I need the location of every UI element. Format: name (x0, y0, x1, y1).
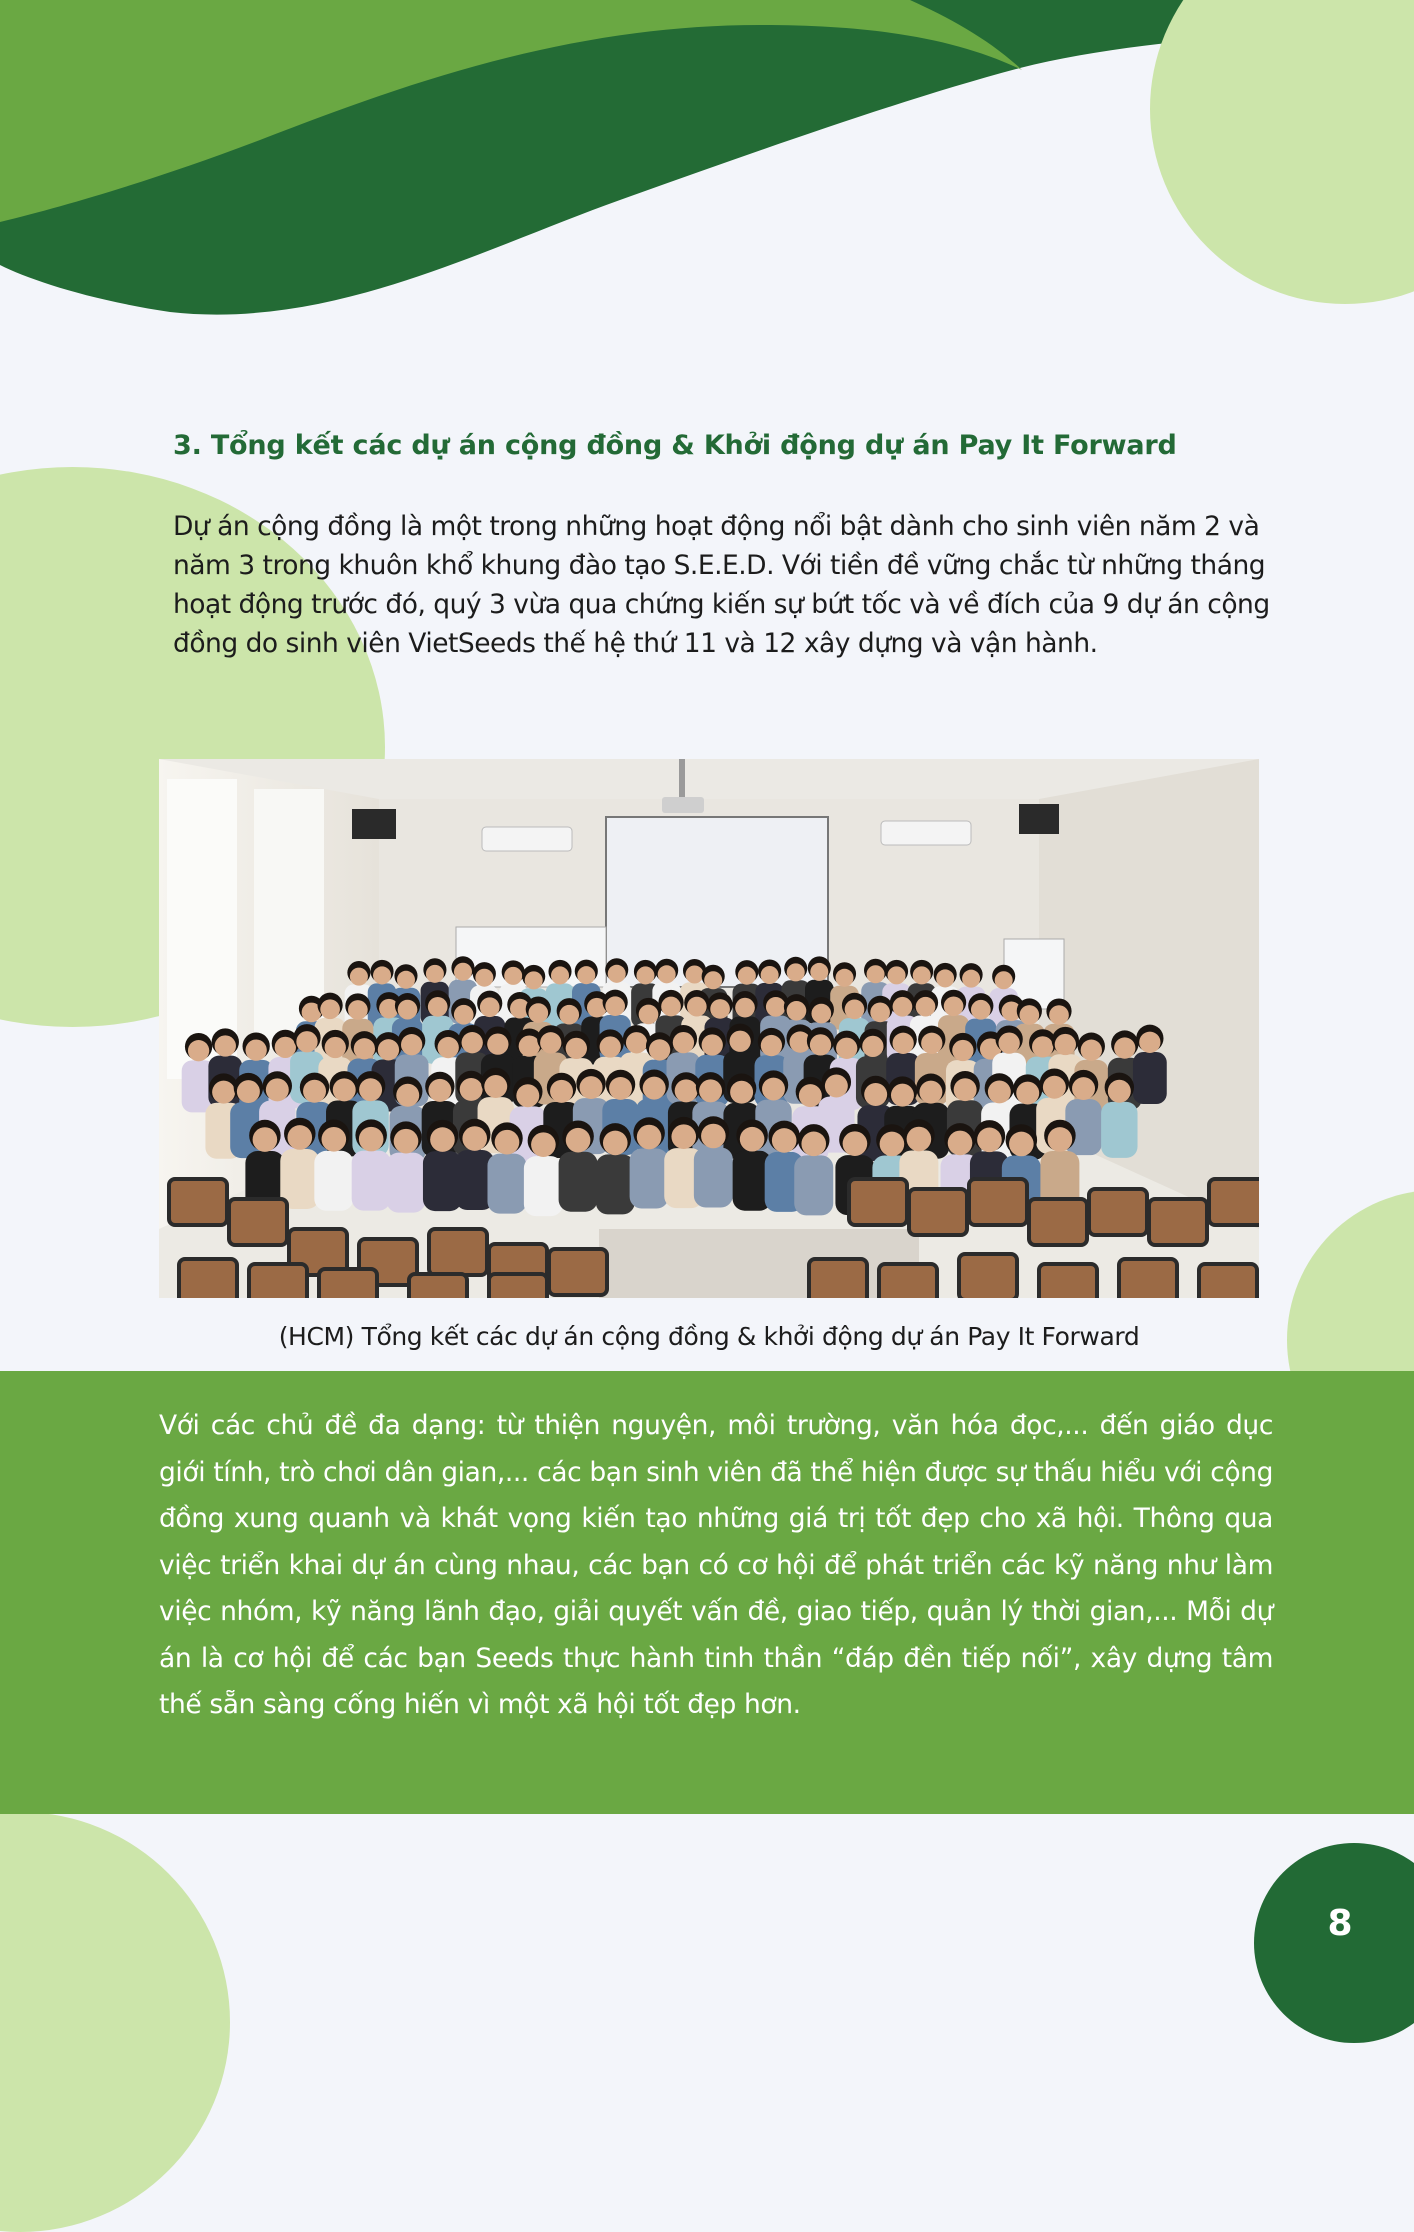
person-face (359, 1078, 382, 1101)
person-face (971, 1000, 991, 1020)
person-face (671, 1124, 696, 1149)
person-face (836, 1038, 857, 1059)
person-face (401, 1034, 422, 1055)
person-face (438, 1037, 459, 1058)
person-face (845, 1000, 865, 1020)
person-face (426, 965, 444, 983)
person-face (333, 1078, 356, 1101)
person-face (1114, 1037, 1135, 1058)
person-face (525, 971, 543, 989)
person-face (626, 1032, 647, 1053)
person-face (394, 1129, 419, 1154)
highlight-paragraph: Với các chủ đề đa dạng: từ thiện nguyện, môi trường, văn hóa đọc,... đến giáo dục giới tính, trò chơi dân gian,... các bạn sinh viên đã thể hiện được sự thấu hiểu với cộng đồng xung quanh và khát vọng kiến tạo những giá trị tốt đẹp cho xã hội. Thông qua việc triển khai dự án cùng nhau, các bạn có cơ hội để phát triển các kỹ năng như làm việc nhóm, kỹ năng lãnh đạo, giải quyết vấn đề, giao tiếp, quản lý thời gian,... Mỗi dự án là cơ hội để các bạn Seeds thực hành tinh thần “đáp đền tiếp nối”, xây dựng tâm thế sẵn sàng cống hiến vì một xã hội tốt đẹp hơn. (159, 1410, 1273, 1720)
person-body (524, 1156, 563, 1216)
person-face (772, 1128, 797, 1153)
person-face (766, 997, 786, 1017)
person-face (1032, 1036, 1053, 1057)
chair (489, 1274, 547, 1298)
person-face (1055, 1034, 1076, 1055)
chair (959, 1254, 1017, 1298)
person-face (428, 1079, 451, 1102)
person-face (605, 996, 625, 1016)
person-face (528, 1003, 548, 1023)
person-face (516, 1084, 539, 1107)
person-face (566, 1038, 587, 1059)
person-face (484, 1075, 507, 1098)
person-face (919, 1081, 942, 1104)
chair (879, 1264, 937, 1298)
person-face (936, 969, 954, 987)
person-face (603, 1131, 628, 1156)
person-face (354, 1038, 375, 1059)
person-face (487, 1033, 508, 1054)
person-face (531, 1132, 556, 1157)
chair (429, 1229, 487, 1275)
person-face (701, 1124, 726, 1149)
person-face (188, 1040, 209, 1061)
person-face (275, 1037, 296, 1058)
person-face (428, 997, 448, 1017)
chair (229, 1199, 287, 1245)
person-face (811, 1004, 831, 1024)
person-face (237, 1080, 260, 1103)
person-face (1072, 1077, 1095, 1100)
person-face (687, 997, 707, 1017)
person-face (636, 966, 654, 984)
person-face (454, 1005, 474, 1025)
person-face (245, 1039, 266, 1060)
person-face (825, 1075, 848, 1098)
person-face (704, 971, 722, 989)
person-face (212, 1081, 235, 1104)
person-face (350, 968, 368, 986)
person-face (702, 1034, 723, 1055)
person-face (735, 998, 755, 1018)
person-body (352, 1151, 391, 1211)
person-body (794, 1155, 833, 1215)
person-face (893, 1033, 914, 1054)
person-face (762, 1078, 785, 1101)
person-face (215, 1035, 236, 1056)
person-face (954, 1078, 977, 1101)
person-face (658, 965, 676, 983)
person-face (566, 1128, 591, 1153)
person-face (686, 965, 704, 983)
person-face (320, 999, 340, 1019)
chair (969, 1179, 1027, 1225)
chair (549, 1249, 607, 1295)
person-face (266, 1078, 289, 1101)
person-face (540, 1032, 561, 1053)
page-number: 8 (1327, 1903, 1353, 1944)
person-face (761, 966, 779, 984)
person-face (893, 997, 913, 1017)
person-face (359, 1127, 384, 1152)
person-face (580, 1076, 603, 1099)
person-face (600, 1036, 621, 1057)
chair (1149, 1199, 1207, 1245)
person-face (1016, 1082, 1039, 1105)
person-face (836, 969, 854, 987)
person-face (921, 1033, 942, 1054)
chair (849, 1179, 907, 1225)
person-face (995, 971, 1013, 989)
person-face (325, 1037, 346, 1058)
chair (909, 1189, 967, 1235)
person-face (519, 1035, 540, 1056)
person-face (577, 966, 595, 984)
person-face (907, 1127, 932, 1152)
person-face (608, 965, 626, 983)
person-face (1081, 1040, 1102, 1061)
chair (1089, 1189, 1147, 1235)
person-face (740, 1127, 765, 1152)
person-face (475, 969, 493, 987)
person-face (495, 1130, 520, 1155)
person-face (396, 1084, 419, 1107)
person-face (799, 1084, 822, 1107)
person-face (891, 1084, 914, 1107)
section-heading: 3. Tổng kết các dự án cộng đồng & Khởi động dự án Pay It Forward (173, 430, 1177, 461)
intro-paragraph: Dự án cộng đồng là một trong những hoạt động nổi bật dành cho sinh viên năm 2 và năm 3 trong khuôn khổ khung đào tạo S.E.E.D. Với tiền đề vững chắc từ những tháng hoạt động trước đó, quý 3 vừa qua chứng kiến sự bứt tốc và về đích của 9 dự án cộng đồng do sinh viên VietSeeds thế hệ thứ 11 và 12 xây dựng và vận hành. (173, 511, 1270, 659)
person-face (977, 1128, 1002, 1153)
person-face (1043, 1076, 1066, 1099)
person-face (454, 963, 472, 981)
person-face (962, 970, 980, 988)
person-face (864, 1083, 887, 1106)
person-face (1049, 1005, 1069, 1025)
chair (319, 1269, 377, 1298)
person-face (1048, 1127, 1073, 1152)
person-face (801, 1132, 826, 1157)
chair (809, 1259, 867, 1298)
chair (169, 1179, 227, 1225)
person-body (487, 1154, 526, 1214)
person-body (386, 1153, 425, 1213)
person-face (253, 1127, 278, 1152)
person-face (810, 1034, 831, 1055)
person-body (559, 1152, 598, 1212)
person-face (559, 1005, 579, 1025)
person-face (430, 1127, 455, 1152)
person-face (287, 1125, 312, 1150)
person-face (480, 997, 500, 1017)
person-face (322, 1127, 347, 1152)
person-body (1101, 1102, 1137, 1158)
person-body (630, 1149, 669, 1209)
person-face (916, 997, 936, 1017)
person-body (1133, 1052, 1167, 1104)
chair (1209, 1179, 1259, 1225)
person-body (596, 1154, 635, 1214)
person-face (843, 1131, 868, 1156)
chair (409, 1274, 467, 1298)
person-face (730, 1081, 753, 1104)
person-face (649, 1039, 670, 1060)
person-face (296, 1031, 317, 1052)
person-face (643, 1077, 666, 1100)
person-face (460, 1078, 483, 1101)
person-face (462, 1032, 483, 1053)
person-face (761, 1035, 782, 1056)
person-face (609, 1077, 632, 1100)
person-face (673, 1032, 694, 1053)
chair (249, 1264, 307, 1298)
person-face (948, 1131, 973, 1156)
person-face (303, 1080, 326, 1103)
person-face (462, 1126, 487, 1151)
person-face (373, 966, 391, 984)
person-face (504, 967, 522, 985)
person-face (551, 966, 569, 984)
person-face (810, 963, 828, 981)
person-face (888, 966, 906, 984)
person-face (348, 1000, 368, 1020)
chair (1039, 1264, 1097, 1298)
person-face (550, 1080, 573, 1103)
person-face (867, 965, 885, 983)
person-body (694, 1148, 733, 1208)
person-face (880, 1132, 905, 1157)
chair (1119, 1259, 1177, 1298)
bottom-left-circle-decoration (0, 1812, 230, 2232)
person-face (397, 971, 415, 989)
person-face (1009, 1132, 1034, 1157)
person-face (398, 1000, 418, 1020)
person-face (787, 963, 805, 981)
person-face (1139, 1032, 1160, 1053)
person-face (378, 1039, 399, 1060)
person-face (639, 1005, 659, 1025)
person-face (787, 1001, 807, 1021)
person-face (661, 997, 681, 1017)
person-body (314, 1151, 353, 1211)
chair (1199, 1264, 1257, 1298)
person-face (944, 996, 964, 1016)
person-face (730, 1031, 751, 1052)
person-face (913, 966, 931, 984)
person-face (998, 1032, 1019, 1053)
photo-caption: (HCM) Tổng kết các dự án cộng đồng & khởi động dự án Pay It Forward (278, 1322, 1140, 1351)
person-face (675, 1079, 698, 1102)
person-face (699, 1079, 722, 1102)
person-face (952, 1040, 973, 1061)
person-face (870, 1003, 890, 1023)
person-face (862, 1036, 883, 1057)
chair (179, 1259, 237, 1298)
group-photo (159, 759, 1259, 1298)
person-face (1108, 1080, 1131, 1103)
person-face (738, 967, 756, 985)
chair (1029, 1199, 1087, 1245)
person-face (710, 999, 730, 1019)
person-face (988, 1080, 1011, 1103)
person-face (637, 1125, 662, 1150)
person-face (1020, 1005, 1040, 1025)
